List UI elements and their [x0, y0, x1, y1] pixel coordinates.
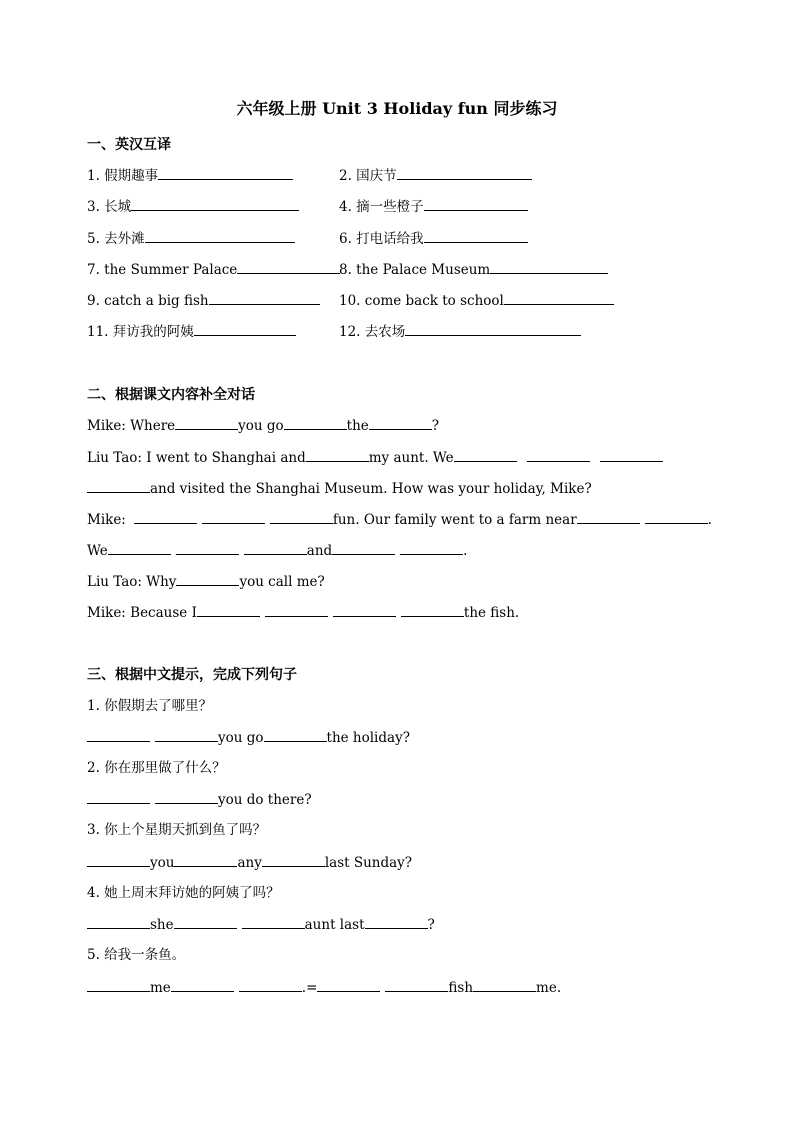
dialogue-line-7: Mike: Because I the fish.: [87, 602, 519, 623]
answer-blank[interactable]: [400, 540, 463, 555]
answer-blank[interactable]: [490, 259, 608, 274]
answer-blank[interactable]: [264, 727, 327, 742]
answer-blank[interactable]: [202, 509, 265, 524]
section-2-heading: 二、根据课文内容补全对话: [87, 387, 255, 403]
dialogue-line-4: Mike: fun. Our family went to a farm near .: [87, 509, 712, 530]
answer-blank[interactable]: [405, 321, 581, 336]
question-4-prompt: 4. 她上周末拜访她的阿姨了吗？: [87, 885, 280, 901]
question-2-prompt: 2. 你在那里做了什么？: [87, 760, 226, 776]
exercise-1-item-6: 6. 打电话给我: [339, 228, 528, 249]
answer-blank[interactable]: [174, 852, 237, 867]
answer-blank[interactable]: [134, 509, 197, 524]
question-4-answer: she aunt last ?: [87, 914, 435, 935]
answer-blank[interactable]: [87, 727, 150, 742]
answer-blank[interactable]: [424, 228, 528, 243]
question-3-prompt: 3. 你上个星期天抓到鱼了吗？: [87, 822, 267, 838]
exercise-1-item-1: 1. 假期趣事: [87, 165, 293, 186]
answer-blank[interactable]: [454, 447, 517, 462]
answer-blank[interactable]: [87, 914, 150, 929]
section-3-heading: 三、根据中文提示，完成下列句子: [87, 667, 297, 683]
answer-blank[interactable]: [175, 415, 238, 430]
answer-blank[interactable]: [577, 509, 640, 524]
answer-blank[interactable]: [600, 447, 663, 462]
exercise-1-item-4: 4. 摘一些橙子: [339, 196, 528, 217]
answer-blank[interactable]: [158, 165, 293, 180]
answer-blank[interactable]: [87, 478, 150, 493]
answer-blank[interactable]: [265, 602, 328, 617]
question-5-prompt: 5. 给我一条鱼。: [87, 947, 186, 963]
answer-blank[interactable]: [365, 914, 428, 929]
answer-blank[interactable]: [239, 977, 302, 992]
dialogue-line-6: Liu Tao: Why you call me?: [87, 571, 325, 592]
answer-blank[interactable]: [87, 789, 150, 804]
exercise-1-item-12: 12. 去农场: [339, 321, 581, 342]
answer-blank[interactable]: [197, 602, 260, 617]
dialogue-line-5: We and .: [87, 540, 467, 561]
answer-blank[interactable]: [194, 321, 296, 336]
answer-blank[interactable]: [155, 789, 218, 804]
section-1-heading: 一、英汉互译: [87, 137, 171, 153]
answer-blank[interactable]: [131, 196, 299, 211]
answer-blank[interactable]: [385, 977, 448, 992]
answer-blank[interactable]: [174, 914, 237, 929]
exercise-1-item-7: 7. the Summer Palace: [87, 259, 340, 280]
answer-blank[interactable]: [473, 977, 536, 992]
answer-blank[interactable]: [424, 196, 528, 211]
exercise-1-item-3: 3. 长城: [87, 196, 299, 217]
answer-blank[interactable]: [306, 447, 369, 462]
answer-blank[interactable]: [270, 509, 333, 524]
answer-blank[interactable]: [155, 727, 218, 742]
exercise-1-item-2: 2. 国庆节: [339, 165, 532, 186]
answer-blank[interactable]: [145, 228, 295, 243]
answer-blank[interactable]: [397, 165, 532, 180]
answer-blank[interactable]: [504, 290, 614, 305]
answer-blank[interactable]: [176, 571, 239, 586]
answer-blank[interactable]: [645, 509, 708, 524]
answer-blank[interactable]: [108, 540, 171, 555]
dialogue-line-3: and visited the Shanghai Museum. How was your holiday, Mike?: [87, 478, 592, 499]
page-title: 六年级上册 Unit 3 Holiday fun 同步练习: [236, 99, 558, 118]
answer-blank[interactable]: [262, 852, 325, 867]
exercise-1-item-11: 11. 拜访我的阿姨: [87, 321, 296, 342]
answer-blank[interactable]: [317, 977, 380, 992]
answer-blank[interactable]: [401, 602, 464, 617]
answer-blank[interactable]: [176, 540, 239, 555]
dialogue-line-2: Liu Tao: I went to Shanghai and my aunt. We: [87, 447, 663, 468]
answer-blank[interactable]: [237, 259, 340, 274]
answer-blank[interactable]: [284, 415, 347, 430]
answer-blank[interactable]: [527, 447, 590, 462]
exercise-1-item-9: 9. catch a big fish: [87, 290, 320, 311]
answer-blank[interactable]: [209, 290, 320, 305]
exercise-1-item-8: 8. the Palace Museum: [339, 259, 608, 280]
dialogue-line-1: Mike: Where you go the ?: [87, 415, 439, 436]
question-1-answer: you go the holiday?: [87, 727, 410, 748]
answer-blank[interactable]: [171, 977, 234, 992]
answer-blank[interactable]: [87, 852, 150, 867]
answer-blank[interactable]: [369, 415, 432, 430]
question-3-answer: you any last Sunday?: [87, 852, 412, 873]
answer-blank[interactable]: [332, 540, 395, 555]
question-2-answer: you do there?: [87, 789, 312, 810]
question-1-prompt: 1. 你假期去了哪里？: [87, 698, 213, 714]
answer-blank[interactable]: [333, 602, 396, 617]
answer-blank[interactable]: [87, 977, 150, 992]
exercise-1-item-10: 10. come back to school: [339, 290, 614, 311]
answer-blank[interactable]: [242, 914, 305, 929]
answer-blank[interactable]: [244, 540, 307, 555]
question-5-answer: me .= fish me.: [87, 977, 561, 998]
exercise-1-item-5: 5. 去外滩: [87, 228, 295, 249]
